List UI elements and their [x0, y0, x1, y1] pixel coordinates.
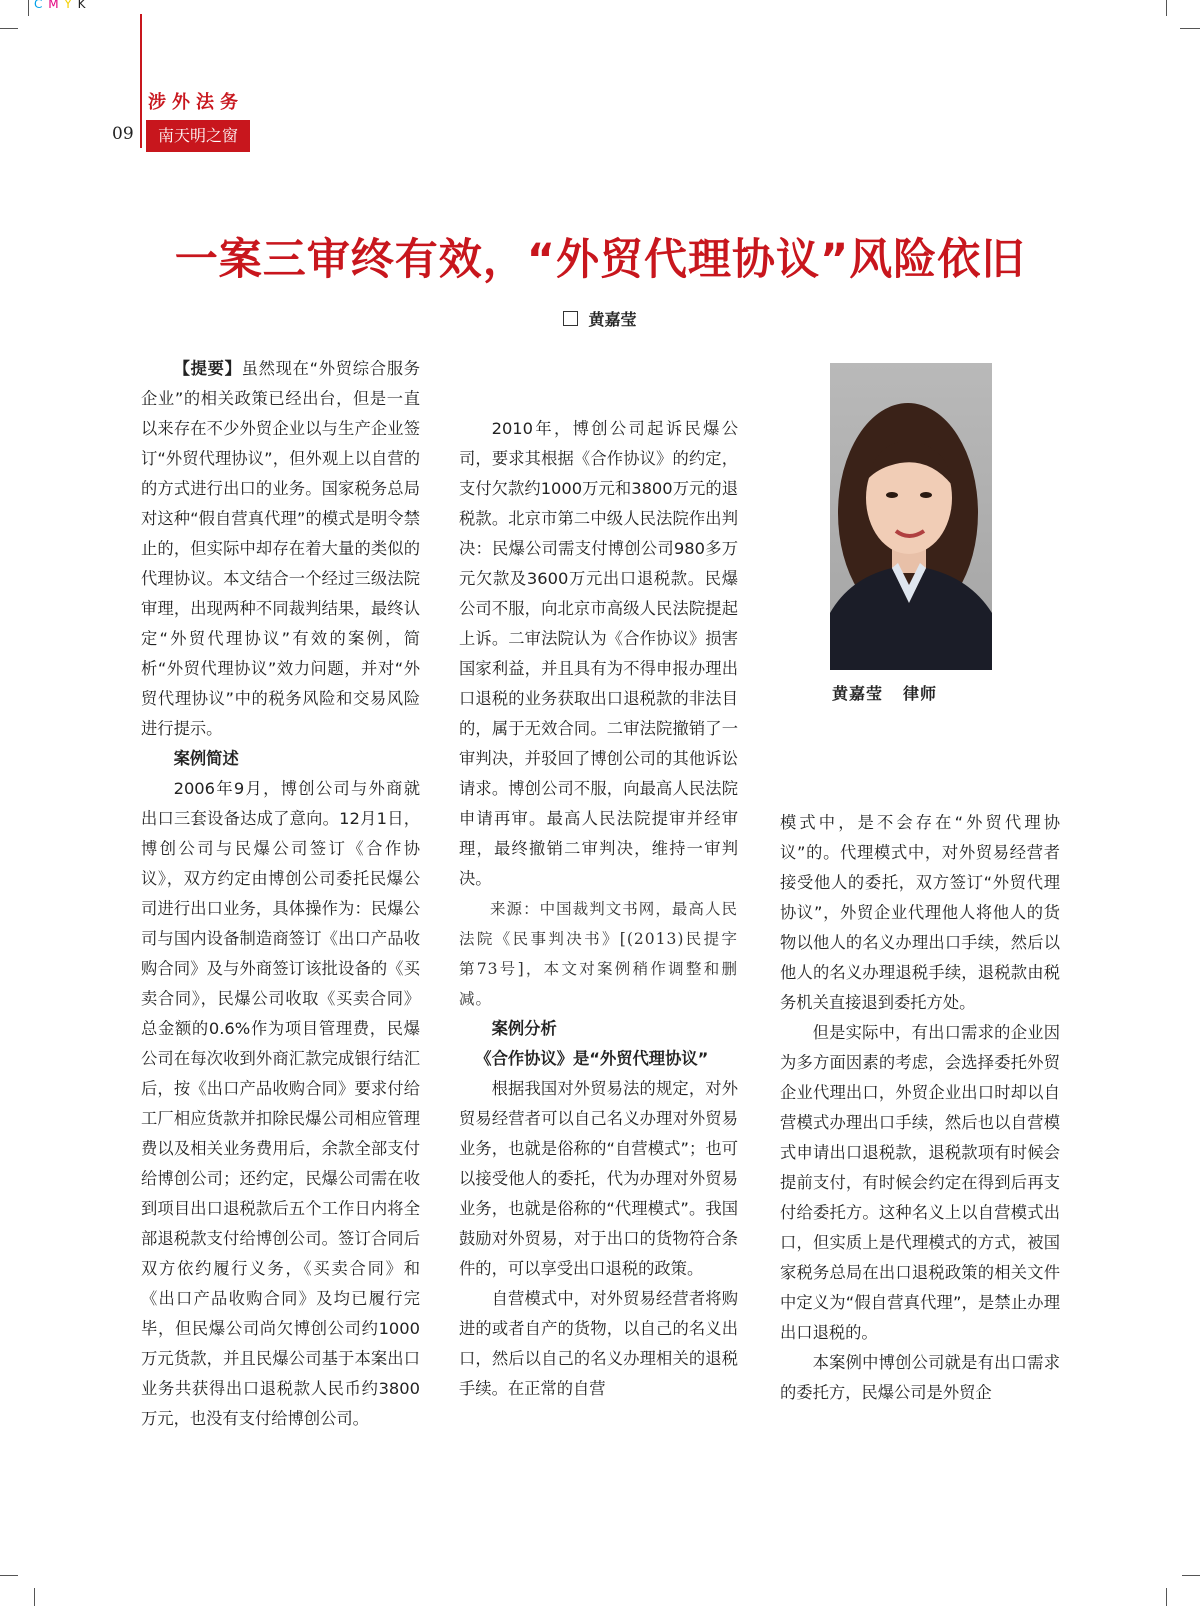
- crop-mark-tl-v: [28, 0, 29, 16]
- source-note: 来源：中国裁判文书网，最高人民法院《民事判决书》[(2013)民提字第73号]，本文对案例稍作调整和删减。: [459, 900, 738, 1008]
- crop-mark-bl-h: [0, 1575, 18, 1576]
- caption-role: 律师: [903, 684, 938, 703]
- paragraph-case-1: 2006年9月，博创公司与外商就出口三套设备达成了意向。12月1日，博创公司与民爆公司签订《合作协议》，双方约定由博创公司委托民爆公司进行出口业务，具体操作为：民爆公司与国内设备制造商签订《出口产品收购合同》及与外商签订该批设备的《买卖合同》，民爆公司收取《买卖合同》总金额的0.6%作为项目管理费，民爆公司在每次收到外商汇款完成银行结汇后，按《出口产品收购合同》要求付给工厂相应货款并扣除民爆公司相应管理费以及相关业务费用后，余款全部支付给博创公司；还约定，民爆公司需在收到项目出口退税款后五个工作日内将全部退税款支付给博创公司。签订合同后双方依约履行义务，《买卖合同》和《出口产品收购合同》及均已履行完毕，但民爆公司尚欠博创公司约1000万元货款，并且民爆公司基于本案出口业务共获得出口退税款人民币约3800万元，也没有支付给博创公司。: [141, 779, 420, 1428]
- abstract-label: 【提要】: [173, 359, 242, 378]
- cmyk-c: C: [34, 0, 44, 11]
- byline: [0, 307, 1200, 330]
- column-2: [459, 354, 738, 1404]
- paragraph-analysis-2b: 模式中，是不会存在“外贸代理协议”的。代理模式中，对外贸易经营者接受他人的委托，双方签订“外贸代理协议”，外贸企业代理他人将他人的货物以他人的名义办理出口手续，然后以他人的名义办理退税手续，退税款由税务机关直接退到委托方处。: [780, 813, 1060, 1012]
- crop-mark-br-h: [1182, 1575, 1200, 1576]
- paragraph-analysis-4: 本案例中博创公司就是有出口需求的委托方，民爆公司是外贸企: [780, 1353, 1060, 1402]
- article-title: 一案三审终有效，“外贸代理协议”风险依旧: [174, 235, 1026, 285]
- heading-analysis: 案例分析: [491, 1019, 557, 1038]
- author-photo: [830, 363, 992, 670]
- cmyk-m: M: [48, 0, 60, 11]
- caption-name: 黄嘉莹: [832, 684, 884, 703]
- paragraph-analysis-2a: 自营模式中，对外贸易经营者将购进的或者自产的货物，以自己的名义出口，然后以自己的名义办理相关的退税手续。在正常的自营: [459, 1289, 738, 1398]
- column-tag: 南天明之窗: [146, 120, 250, 152]
- cmyk-color-marks: [34, 0, 86, 11]
- crop-mark-tl-h: [0, 28, 18, 29]
- cmyk-y: Y: [64, 0, 73, 11]
- header-red-rule: [140, 14, 142, 148]
- cmyk-k: K: [77, 0, 87, 11]
- crop-mark-bl-v: [34, 1588, 35, 1606]
- column-3: [780, 808, 1060, 1408]
- author-name: 黄嘉莹: [588, 310, 637, 329]
- crop-mark-br-v: [1166, 1588, 1167, 1606]
- column-2-spacer: [459, 354, 738, 414]
- byline-square-icon: [563, 311, 578, 326]
- abstract-paragraph: [141, 354, 420, 744]
- paragraph-case-2: 2010年，博创公司起诉民爆公司，要求其根据《合作协议》的约定，支付欠款约1000万元和3800万元的退税款。北京市第二中级人民法院作出判决：民爆公司需支付博创公司980多万元欠款及3600万元出口退税款。民爆公司不服，向北京市高级人民法院提起上诉。二审法院认为《合作协议》损害国家利益，并且具有为不得申报办理出口退税的业务获取出口退税款的非法目的，属于无效合同。二审法院撤销了一审判决，并驳回了博创公司的其他诉讼请求。博创公司不服，向最高人民法院申请再审。最高人民法院提审并经审理，最终撤销二审判决，维持一审判决。: [459, 419, 738, 888]
- heading-case: 案例简述: [173, 749, 239, 768]
- crop-mark-tr-h: [1180, 28, 1200, 29]
- subheading-agreement: 《合作协议》是“外贸代理协议”: [475, 1049, 709, 1068]
- crop-mark-tr-v: [1166, 0, 1167, 16]
- column-1: [141, 354, 420, 1434]
- paragraph-analysis-1: 根据我国对外贸易法的规定，对外贸易经营者可以自己名义办理对外贸易业务，也就是俗称的“自营模式”；也可以接受他人的委托，代为办理对外贸易业务，也就是俗称的“代理模式”。我国鼓励对外贸易，对于出口的货物符合条件的，可以享受出口退税的政策。: [459, 1079, 738, 1278]
- abstract-text: 虽然现在“外贸综合服务企业”的相关政策已经出台，但是一直以来存在不少外贸企业以与生产企业签订“外贸代理协议”，但外观上以自营的的方式进行出口的业务。国家税务总局对这种“假自营真代理”的模式是明令禁止的，但实际中却存在着大量的类似的代理协议。本文结合一个经过三级法院审理，出现两种不同裁判结果，最终认定“外贸代理协议”有效的案例，简析“外贸代理协议”效力问题，并对“外贸代理协议”中的税务风险和交易风险进行提示。: [141, 359, 420, 738]
- page-number: 09: [112, 124, 134, 144]
- section-name: 涉外法务: [148, 92, 244, 113]
- paragraph-analysis-3: 但是实际中，有出口需求的企业因为多方面因素的考虑，会选择委托外贸企业代理出口，外贸企业出口时却以自营模式办理出口手续，然后也以自营模式申请出口退税款，退税款项有时候会提前支付，有时候会约定在得到后再支付给委托方。这种名义上以自营模式出口，但实质上是代理模式的方式，被国家税务总局在出口退税政策的相关文件中定义为“假自营真代理”，是禁止办理出口退税的。: [780, 1023, 1060, 1342]
- photo-caption: [832, 681, 957, 704]
